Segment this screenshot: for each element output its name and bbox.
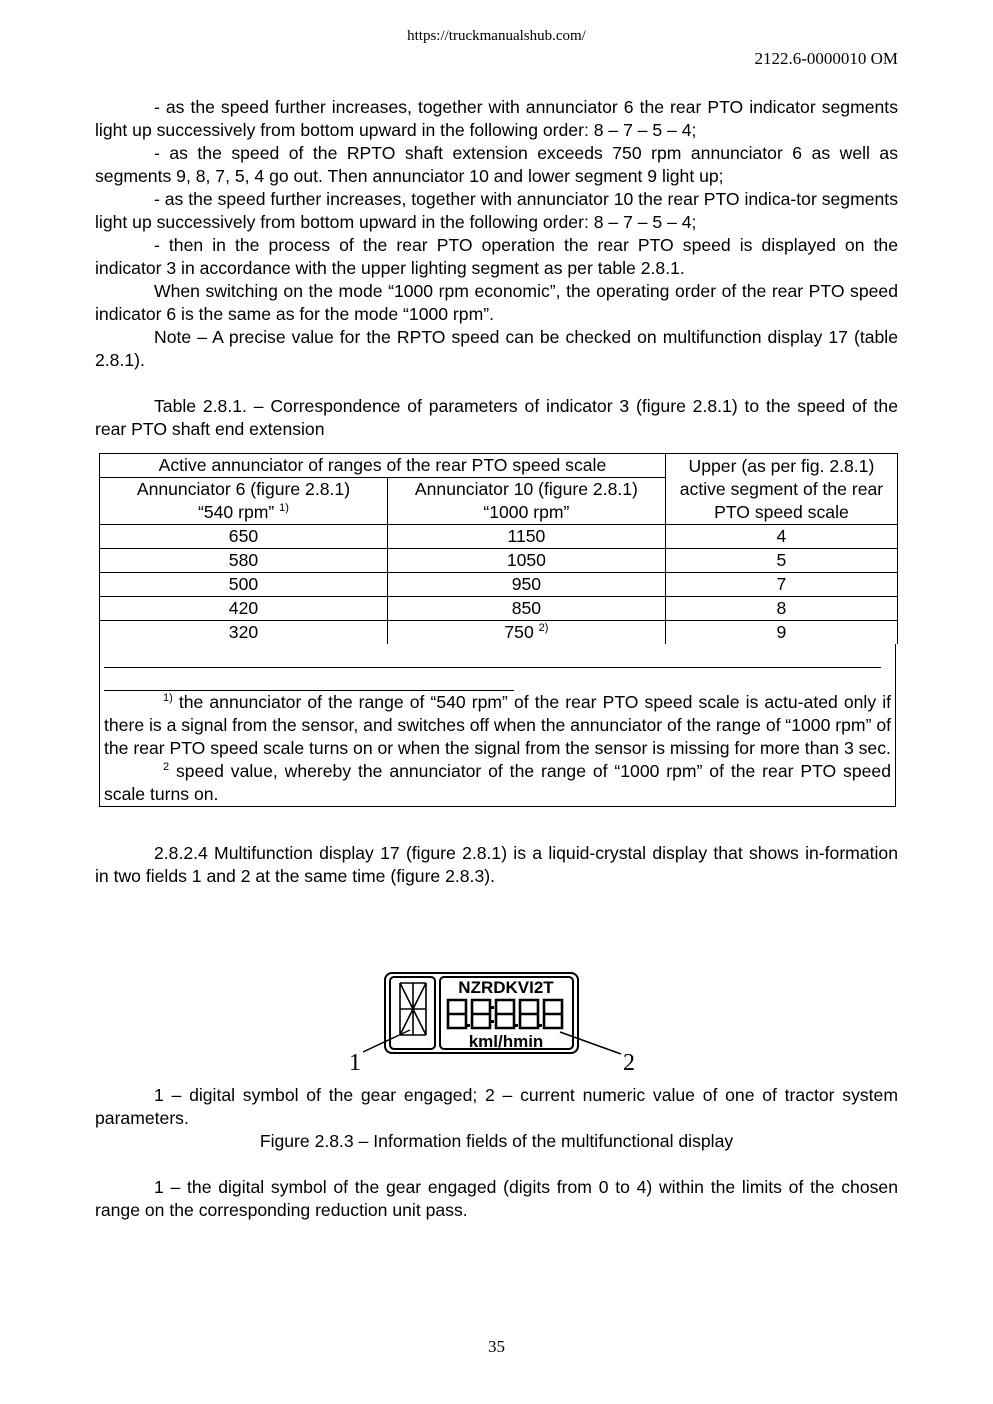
paragraph-display: 2.8.2.4 Multifunction display 17 (figure 2.8.1) is a liquid-crystal display that shows in-formation in two fields 1 and 2 at the same time (figure 2.8.3).	[95, 843, 898, 886]
lcd-top-text: NZRDKVI2T	[458, 978, 554, 997]
paragraph: - then in the process of the rear PTO operation the rear PTO speed is displayed on the indicator 3 in accordance with the upper lighting segment as per table 2.8.1.	[95, 235, 898, 278]
page-number: 35	[488, 1337, 505, 1356]
paragraph: When switching on the mode “1000 rpm economic”, the operating order of the rear PTO speed indicator 6 is the same as for the mode “1000 rpm”.	[95, 281, 898, 324]
table-caption: Table 2.8.1. – Correspondence of parameters of indicator 3 (figure 2.8.1) to the speed of the rear PTO shaft end extension	[95, 396, 898, 439]
table-footnotes	[99, 644, 896, 807]
lcd-display-figure	[345, 968, 645, 1078]
footnote-separator	[104, 644, 881, 668]
footnote-separator	[104, 668, 514, 691]
paragraph: - as the speed further increases, together with annunciator 10 the rear PTO indica-tor segments light up successively from bottom upward in the following order: 8 – 7 – 5 – 4;	[95, 189, 898, 232]
body-bottom	[95, 1084, 898, 1222]
gear-segment-icon	[400, 983, 426, 1035]
digit-segments	[448, 1000, 562, 1028]
figure-caption: Figure 2.8.3 – Information fields of the multifunctional display	[259, 1131, 734, 1151]
body-top	[95, 96, 898, 888]
callout-1: 1	[349, 1050, 361, 1076]
footnote-ref: 1)	[279, 502, 289, 514]
footnote-2: $^2$ speed value, whereby the annunciator of the range of “1000 rpm” of the rear PTO speed scale turns on.	[104, 761, 891, 804]
table-header-col2: Annunciator 10 (figure 2.8.1) “1000 rpm”	[387, 478, 665, 525]
table-row: 500 950 7	[100, 573, 898, 597]
callout-line-2	[560, 1032, 621, 1054]
footnote-1: $^{1)}$ the annunciator of the range of “540 rpm” of the rear PTO speed scale is actu-ated only if there is a signal from the sensor, and switches off when the annunciator of the range of “1000 rpm” of the rear PTO speed scale turns on or when the signal from the sensor is missing for more than 3 sec.	[104, 692, 891, 758]
figure-legend: 1 – digital symbol of the gear engaged; 2 – current numeric value of one of tractor system parameters.	[95, 1085, 898, 1128]
source-url: https://truckmanualshub.com/	[407, 28, 586, 44]
table-row: 580 1050 5	[100, 549, 898, 573]
table-header-col3: Upper (as per fig. 2.8.1) active segment of the rear PTO speed scale	[665, 454, 897, 525]
document-number: 2122.6-0000010 OM	[754, 49, 898, 68]
table-header-col1: Annunciator 6 (figure 2.8.1) “540 rpm” $^{1)}$	[100, 478, 388, 525]
paragraph: 1 – the digital symbol of the gear engaged (digits from 0 to 4) within the limits of the chosen range on the corresponding reduction unit pass.	[95, 1177, 898, 1220]
lcd-units-text: kml/hmin	[468, 1032, 544, 1051]
table-row: 650 1150 4	[100, 525, 898, 549]
footnote-ref: 2)	[538, 622, 549, 634]
pto-speed-table	[99, 453, 898, 644]
paragraph: - as the speed further increases, together with annunciator 6 the rear PTO indicator segments light up successively from bottom upward in the following order: 8 – 7 – 5 – 4;	[95, 97, 898, 140]
note-paragraph: Note – A precise value for the RPTO speed can be checked on multifunction display 17 (table 2.8.1).	[95, 327, 898, 370]
paragraph: - as the speed of the RPTO shaft extension exceeds 750 rpm annunciator 6 as well as segments 9, 8, 7, 5, 4 go out. Then annunciator 10 and lower segment 9 light up;	[95, 143, 898, 186]
digit-dots	[467, 1006, 542, 1027]
table-row: 320 750 $^{2)}$ 9	[100, 621, 898, 645]
table-header-group: Active annunciator of ranges of the rear PTO speed scale	[100, 454, 666, 478]
table-row: 420 850 8	[100, 597, 898, 621]
callout-2: 2	[623, 1050, 635, 1076]
